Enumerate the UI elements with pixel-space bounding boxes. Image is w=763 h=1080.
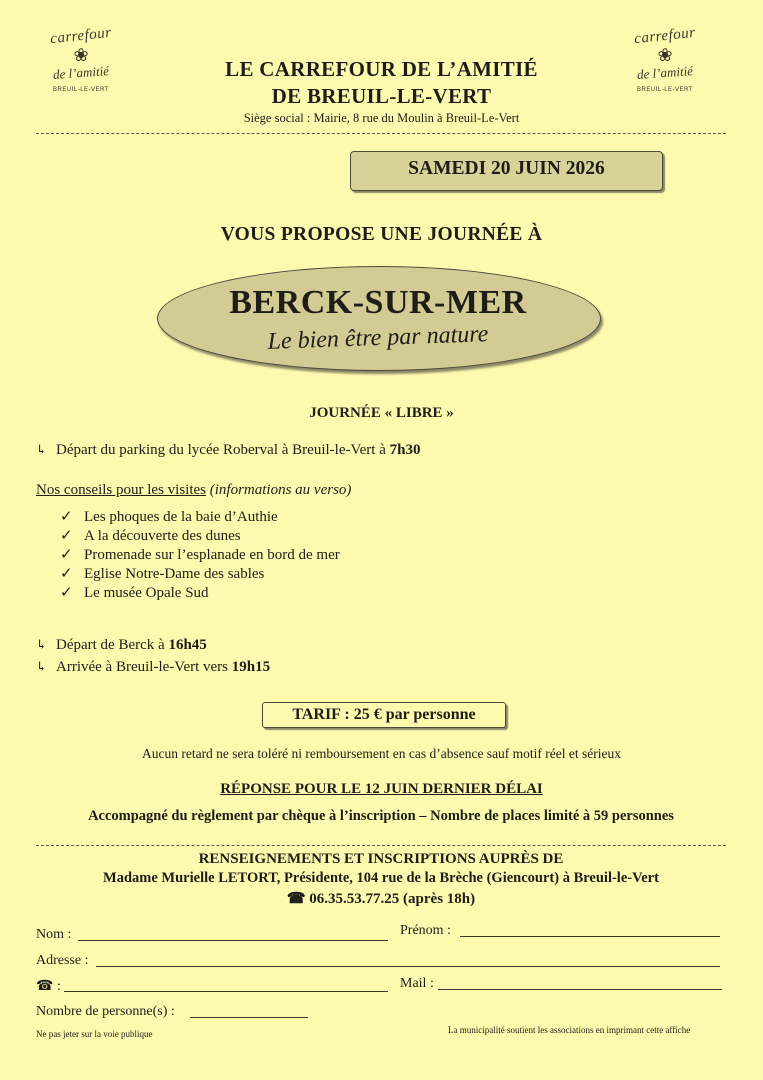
logo-text-top: carrefour [633,24,697,48]
prenom-field[interactable] [460,936,720,937]
departure-time: 7h30 [389,442,421,458]
departure-line [36,442,736,459]
logo-left [36,24,126,93]
phone-number: 06.35.53.77.25 (après 18h) [309,891,476,907]
conseils-note: (informations au verso) [209,482,352,498]
payment-notice: Accompagné du règlement par chèque à l’inscription – Nombre de places limité à 59 personnes [88,808,674,824]
telephone-field[interactable] [64,991,388,992]
journee-libre: JOURNÉE « LIBRE » [309,405,454,421]
arrival-line: ↳ Arrivée à Breuil-le-Vert vers 19h15 [36,659,271,675]
logo-town: BREUIL-LE-VERT [637,87,693,93]
visit-list [60,508,660,603]
prenom-label: Prénom : [400,923,451,938]
list-item: ✓ A la découverte des dunes [60,528,241,544]
nombre-label: Nombre de personne(s) : [36,1004,175,1019]
conseils-heading [36,482,736,499]
contact-heading: RENSEIGNEMENTS ET INSCRIPTIONS AUPRÈS DE [198,851,564,867]
adresse-field[interactable] [96,966,720,967]
arrow-icon: ↳ [36,637,47,652]
arrow-icon: ↳ [36,659,47,674]
arrow-icon: ↳ [36,442,47,457]
mail-field[interactable] [438,989,722,990]
phone-icon: ☎ [36,979,54,994]
response-deadline: RÉPONSE POUR LE 12 JUIN DERNIER DÉLAI [220,781,543,797]
conseils-title: Nos conseils pour les visites [36,482,206,498]
check-icon: ✓ [60,547,73,563]
list-item: ✓ Les phoques de la baie d’Authie [60,509,278,525]
phone-icon: ☎ [286,891,306,907]
footer-right-note: La municipalité soutient les associations en imprimant cette affiche [448,1025,691,1035]
footer-left-note: Ne pas jeter sur la voie publique [36,1029,153,1039]
headquarters-address: Siège social : Mairie, 8 rue du Moulin à Breuil-Le-Vert [243,111,520,125]
title-line-1: LE CARREFOUR DE L’AMITIÉ [225,57,538,81]
logo-right [620,24,710,93]
telephone-label: ☎ : [36,979,61,994]
logo-text-top: carrefour [49,24,113,48]
mail-label: Mail : [400,976,434,991]
event-date: SAMEDI 20 JUIN 2026 [350,151,663,191]
adresse-label: Adresse : [36,953,89,968]
title-line-2: DE BREUIL-LE-VERT [271,84,492,108]
berck-departure-time: 16h45 [168,637,207,653]
check-icon: ✓ [60,509,73,525]
check-icon: ✓ [60,585,73,601]
destination-slogan: Le bien être par nature [267,321,489,355]
berck-departure-line: ↳ Départ de Berck à 16h45 [36,637,207,653]
list-item: ✓ Le musée Opale Sud [60,585,209,601]
departure-text: Départ du parking du lycée Roberval à Breuil-le-Vert à [56,442,390,458]
logo-text-bottom: de l’amitié [52,63,110,82]
destination-name: BERCK-SUR-MER [229,284,527,321]
list-item: ✓ Promenade sur l’esplanade en bord de mer [60,547,340,563]
logo-town: BREUIL-LE-VERT [53,87,109,93]
flame-icon: ❀ [73,45,89,65]
association-title [140,56,623,110]
logo-text-bottom: de l’amitié [636,63,694,82]
header-divider [36,133,726,134]
flame-icon: ❀ [657,45,673,65]
nom-field[interactable] [78,940,388,941]
contact-divider [36,845,726,846]
check-icon: ✓ [60,528,73,544]
nom-label: Nom : [36,927,72,942]
price-box: TARIF : 25 € par personne [262,702,506,728]
contact-person: Madame Murielle LETORT, Présidente, 104 rue de la Brèche (Giencourt) à Breuil-le-Vert [103,870,659,886]
contact-phone [36,889,726,908]
arrival-time: 19h15 [231,659,271,675]
list-item: ✓ Eglise Notre-Dame des sables [60,566,265,582]
lateness-notice: Aucun retard ne sera toléré ni remboursement en cas d’absence sauf motif réel et sérieux [141,746,622,761]
nombre-field[interactable] [190,1017,308,1018]
propose-heading: VOUS PROPOSE UNE JOURNÉE À [220,224,543,245]
check-icon: ✓ [60,566,73,582]
